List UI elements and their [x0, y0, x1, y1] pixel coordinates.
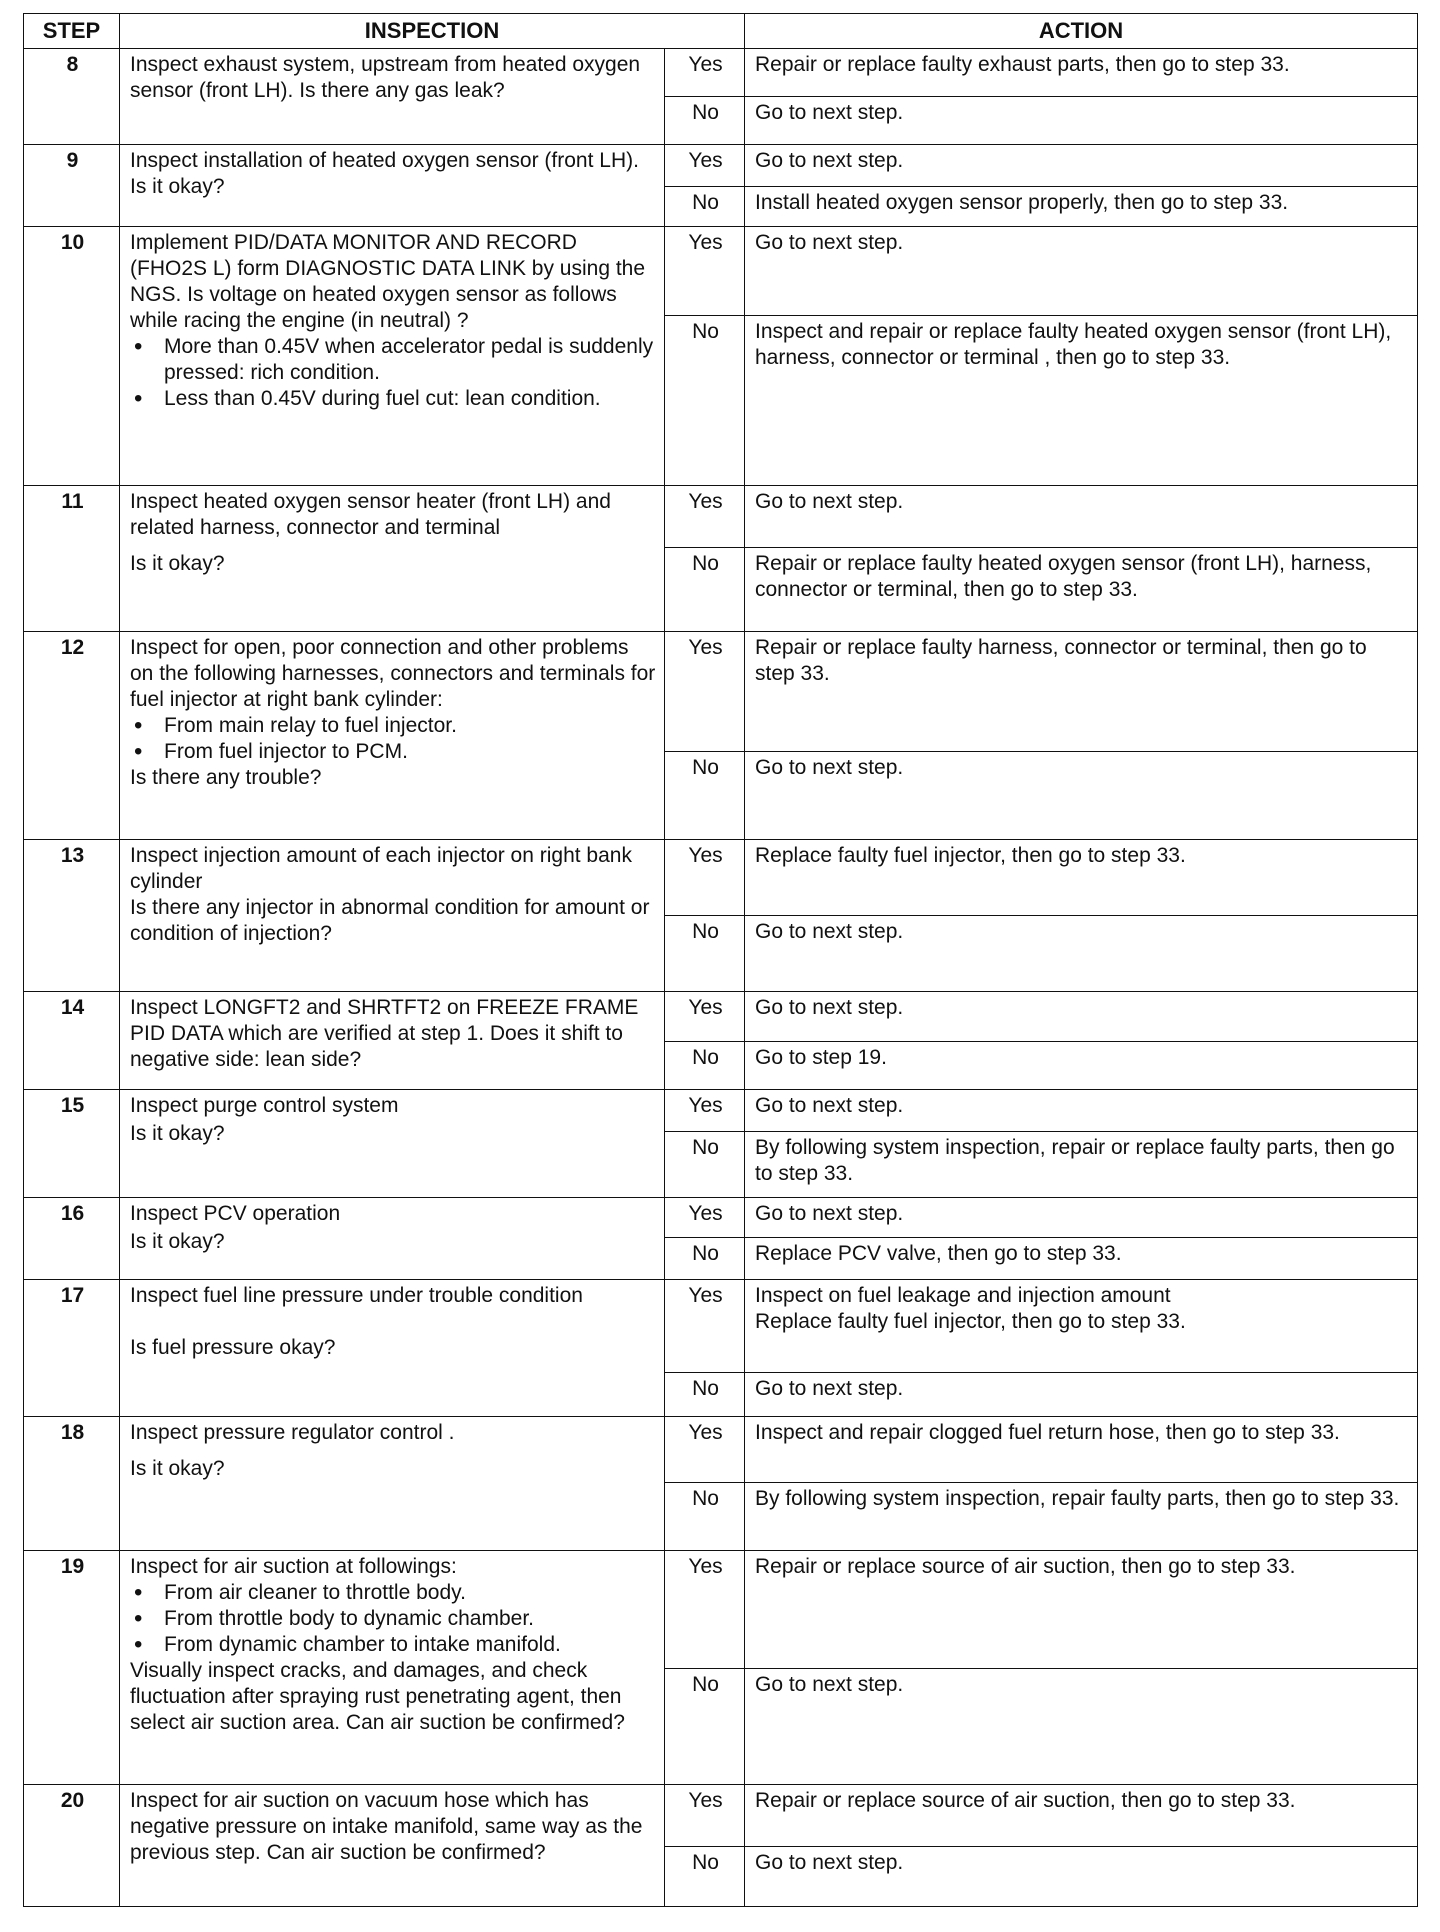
table-row: [24, 486, 1418, 548]
step-number: 19: [24, 1551, 120, 1785]
step-number: 13: [24, 840, 120, 992]
inspection-question: Is it okay?: [130, 1230, 225, 1253]
yes-action: Inspect and repair clogged fuel return hose, then go to step 33.: [745, 1417, 1418, 1483]
no-action: Go to step 19.: [745, 1042, 1418, 1090]
yes-action: Go to next step.: [745, 486, 1418, 548]
header-step: STEP: [24, 14, 120, 49]
yes-label: Yes: [665, 486, 745, 548]
no-label: No: [665, 1669, 745, 1785]
table-row: [24, 1280, 1418, 1373]
inspection-text: Inspect for air suction at followings:: [130, 1555, 457, 1578]
inspection-question: Is there any injector in abnormal condition for amount or condition of injection?: [130, 896, 650, 945]
yes-action: Repair or replace faulty harness, connector or terminal, then go to step 33.: [745, 632, 1418, 752]
inspection-text: Inspect PCV operation: [130, 1202, 341, 1225]
yes-label: Yes: [665, 632, 745, 752]
yes-action-cell: [745, 1280, 1418, 1373]
inspection-text: Inspect for open, poor connection and other problems on the following harnesses, connectors and terminals for fuel injector at right bank cylinder:: [130, 636, 656, 711]
table-row: [24, 49, 1418, 97]
no-action: Install heated oxygen sensor properly, then go to step 33.: [745, 187, 1418, 227]
no-action: Go to next step.: [745, 1373, 1418, 1417]
inspection-text: Inspect heated oxygen sensor heater (front LH) and related harness, connector and terminal: [130, 490, 611, 539]
no-action: By following system inspection, repair faulty parts, then go to step 33.: [745, 1483, 1418, 1551]
list-item: • From dynamic chamber to intake manifold.: [130, 1632, 656, 1658]
list-item: • From air cleaner to throttle body.: [130, 1580, 656, 1606]
no-action: Go to next step.: [745, 916, 1418, 992]
step-number: 9: [24, 145, 120, 227]
no-action: Replace PCV valve, then go to step 33.: [745, 1238, 1418, 1280]
step-number: 12: [24, 632, 120, 840]
inspection-text: Inspect purge control system: [130, 1094, 399, 1117]
table-row: [24, 145, 1418, 187]
list-item: • From fuel injector to PCM.: [130, 739, 656, 765]
harness-list: [130, 713, 656, 765]
no-action: Go to next step.: [745, 1847, 1418, 1907]
inspection-question: Is it okay?: [130, 1122, 225, 1145]
yes-label: Yes: [665, 1785, 745, 1847]
inspection-text: Inspect injection amount of each injector on right bank cylinder: [130, 844, 632, 893]
inspection-text: Implement PID/DATA MONITOR AND RECORD (FHO2S L) form DIAGNOSTIC DATA LINK by using the NGS. Is voltage on heated oxygen sensor as follows while racing the engine (in neutral) ?: [130, 231, 646, 332]
yes-action: Replace faulty fuel injector, then go to step 33.: [745, 840, 1418, 916]
table-row: [24, 1551, 1418, 1669]
inspection-text: Inspect fuel line pressure under trouble condition: [130, 1284, 583, 1307]
inspection-cell: [120, 49, 665, 145]
yes-action: Repair or replace source of air suction, then go to step 33.: [745, 1551, 1418, 1669]
table-row: [24, 1198, 1418, 1238]
yes-label: Yes: [665, 49, 745, 97]
inspection-question: Is there any trouble?: [130, 766, 322, 789]
inspection-text: Inspect exhaust system, upstream from heated oxygen sensor (front LH). Is there any gas leak?: [130, 53, 641, 102]
yes-label: Yes: [665, 145, 745, 187]
table-header-row: [24, 14, 1418, 49]
step-number: 14: [24, 992, 120, 1090]
header-inspection: INSPECTION: [120, 14, 745, 49]
yes-label: Yes: [665, 1198, 745, 1238]
step-number: 10: [24, 227, 120, 486]
inspection-text: Inspect installation of heated oxygen sensor (front LH). Is it okay?: [130, 149, 639, 198]
no-action: Inspect and repair or replace faulty heated oxygen sensor (front LH), harness, connector or terminal , then go to step 33.: [745, 316, 1418, 486]
list-item: • From throttle body to dynamic chamber.: [130, 1606, 656, 1632]
table-row: [24, 1417, 1418, 1483]
diagnostic-procedure-document: [23, 13, 1417, 1907]
table-row: [24, 992, 1418, 1042]
inspection-cell: [120, 1417, 665, 1551]
no-label: No: [665, 316, 745, 486]
step-number: 17: [24, 1280, 120, 1417]
inspection-cell: [120, 486, 665, 632]
inspection-cell: [120, 840, 665, 992]
inspection-question: Is it okay?: [130, 1457, 225, 1480]
yes-label: Yes: [665, 1090, 745, 1132]
condition-list: [130, 334, 656, 412]
yes-label: Yes: [665, 227, 745, 316]
table-row: [24, 227, 1418, 316]
no-action: Go to next step.: [745, 752, 1418, 840]
no-label: No: [665, 187, 745, 227]
yes-action-2: Replace faulty fuel injector, then go to step 33.: [755, 1310, 1186, 1333]
no-label: No: [665, 1847, 745, 1907]
table-row: [24, 632, 1418, 752]
table-row: [24, 840, 1418, 916]
yes-label: Yes: [665, 992, 745, 1042]
inspection-text: Inspect for air suction on vacuum hose which has negative pressure on intake manifold, same way as the previous step. Can air suction be confirmed?: [130, 1789, 643, 1864]
inspection-text: Inspect pressure regulator control .: [130, 1421, 455, 1444]
step-number: 8: [24, 49, 120, 145]
no-label: No: [665, 1483, 745, 1551]
inspection-question: Is fuel pressure okay?: [130, 1336, 336, 1359]
yes-label: Yes: [665, 840, 745, 916]
no-label: No: [665, 1238, 745, 1280]
inspection-cell: [120, 1090, 665, 1198]
no-label: No: [665, 97, 745, 145]
list-item: • Less than 0.45V during fuel cut: lean condition.: [130, 386, 656, 412]
yes-action: Go to next step.: [745, 992, 1418, 1042]
yes-label: Yes: [665, 1551, 745, 1669]
inspection-cell: [120, 1280, 665, 1417]
inspection-cell: [120, 1551, 665, 1785]
air-suction-list: [130, 1580, 656, 1658]
no-label: No: [665, 1373, 745, 1417]
step-number: 18: [24, 1417, 120, 1551]
no-label: No: [665, 916, 745, 992]
yes-label: Yes: [665, 1280, 745, 1373]
yes-action: Inspect on fuel leakage and injection amount: [755, 1284, 1171, 1307]
header-action: ACTION: [745, 14, 1418, 49]
table-row: [24, 1090, 1418, 1132]
yes-action: Go to next step.: [745, 145, 1418, 187]
no-action: Go to next step.: [745, 1669, 1418, 1785]
yes-label: Yes: [665, 1417, 745, 1483]
step-number: 20: [24, 1785, 120, 1907]
yes-action: Go to next step.: [745, 1198, 1418, 1238]
yes-action: Repair or replace faulty exhaust parts, then go to step 33.: [745, 49, 1418, 97]
step-number: 11: [24, 486, 120, 632]
step-number: 16: [24, 1198, 120, 1280]
yes-action: Go to next step.: [745, 227, 1418, 316]
inspection-cell: [120, 632, 665, 840]
no-label: No: [665, 1042, 745, 1090]
yes-action: Go to next step.: [745, 1090, 1418, 1132]
inspection-cell: [120, 992, 665, 1090]
no-action: Repair or replace faulty heated oxygen sensor (front LH), harness, connector or terminal, then go to step 33.: [745, 548, 1418, 632]
no-label: No: [665, 548, 745, 632]
inspection-question: Is it okay?: [130, 552, 225, 575]
inspection-cell: [120, 227, 665, 486]
inspection-text: Inspect LONGFT2 and SHRTFT2 on FREEZE FRAME PID DATA which are verified at step 1. Does it shift to negative side: lean side?: [130, 996, 639, 1071]
table-row: [24, 1785, 1418, 1847]
inspection-cell: [120, 145, 665, 227]
inspection-cell: [120, 1198, 665, 1280]
no-label: No: [665, 1132, 745, 1198]
no-action: By following system inspection, repair or replace faulty parts, then go to step 33.: [745, 1132, 1418, 1198]
yes-action: Repair or replace source of air suction, then go to step 33.: [745, 1785, 1418, 1847]
step-number: 15: [24, 1090, 120, 1198]
list-item: • More than 0.45V when accelerator pedal is suddenly pressed: rich condition.: [130, 334, 656, 386]
diagnostic-table: [23, 13, 1418, 1907]
no-action: Go to next step.: [745, 97, 1418, 145]
list-item: • From main relay to fuel injector.: [130, 713, 656, 739]
inspection-question: Visually inspect cracks, and damages, and check fluctuation after spraying rust penetrating agent, then select air suction area. Can air suction be confirmed?: [130, 1659, 625, 1734]
no-label: No: [665, 752, 745, 840]
inspection-cell: [120, 1785, 665, 1907]
